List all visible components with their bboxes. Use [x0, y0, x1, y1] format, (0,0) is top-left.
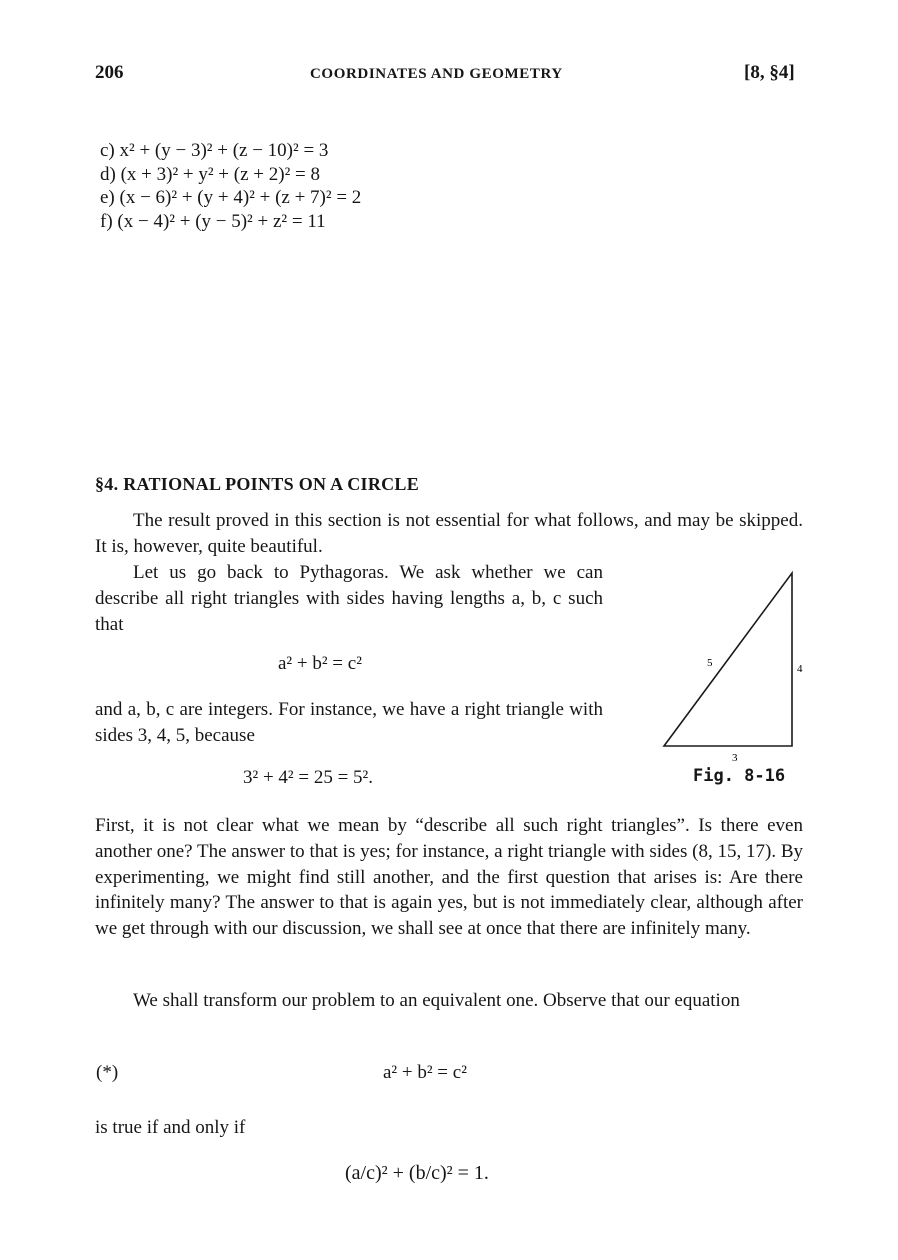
exercise-item: [100, 186, 361, 210]
paragraph-1: [95, 508, 803, 560]
exercise-label: d): [100, 163, 116, 185]
exercise-item: [100, 139, 361, 163]
equation-star: a² + b² = c²: [383, 1062, 467, 1083]
exercise-label: f): [100, 210, 113, 232]
page-number: 206: [95, 62, 124, 83]
exercise-equation: (x − 4)² + (y − 5)² + z² = 11: [117, 210, 326, 232]
figure-right-triangle: [655, 568, 815, 768]
side-label-hypotenuse: 5: [707, 657, 713, 669]
paragraph-text: is true if and only if: [95, 1117, 246, 1138]
equation-pythagoras: a² + b² = c²: [278, 653, 362, 674]
paragraph-text: Let us go back to Pythagoras. We ask whether we can describe all right triangles with sides having lengths a, b, c such that: [95, 562, 603, 635]
exercise-item: [100, 163, 361, 187]
side-label-base: 3: [732, 752, 738, 764]
equation-3-4-5: 3² + 4² = 25 = 5².: [243, 767, 373, 788]
exercise-list: [100, 139, 361, 233]
paragraph-text: The result proved in this section is not essential for what follows, and may be skipped. It is, however, quite beautiful.: [95, 510, 803, 557]
equation-tag: (*): [96, 1062, 119, 1083]
paragraph-3: [95, 697, 603, 749]
paragraph-6: [95, 1115, 803, 1141]
paragraph-text: We shall transform our problem to an equivalent one. Observe that our equation: [133, 990, 740, 1011]
side-label-vertical: 4: [797, 663, 803, 675]
paragraph-text: and a, b, c are integers. For instance, we have a right triangle with sides 3, 4, 5, because: [95, 699, 603, 746]
triangle-shape: [664, 573, 792, 746]
section-ref: [8, §4]: [744, 62, 795, 83]
running-title: COORDINATES AND GEOMETRY: [310, 66, 563, 82]
paragraph-text: First, it is not clear what we mean by “describe all such right triangles”. Is there even another one? The answer to that is yes; for instance, a right triangle with sides (8, 15, 17). By experimenting, we might find still another, and the first question that arises is: Are there infinitely many? The answer to that is again yes, but is not immediately clear, although after we get through with our discussion, we shall see at once that there are infinitely many.: [95, 815, 803, 940]
exercise-label: e): [100, 187, 115, 208]
figure-caption: Fig. 8-16: [693, 766, 786, 786]
exercise-equation: (x − 6)² + (y + 4)² + (z + 7)² = 2: [119, 187, 362, 208]
exercise-equation: x² + (y − 3)² + (z − 10)² = 3: [119, 140, 329, 161]
equation-normalized: (a/c)² + (b/c)² = 1.: [345, 1162, 489, 1184]
exercise-equation: (x + 3)² + y² + (z + 2)² = 8: [120, 163, 320, 185]
section-heading: §4. RATIONAL POINTS ON A CIRCLE: [95, 474, 420, 494]
paragraph-2: [95, 560, 603, 637]
exercise-label: c): [100, 140, 115, 161]
paragraph-5: [95, 988, 803, 1014]
exercise-item: [100, 210, 361, 234]
paragraph-4: [95, 813, 803, 942]
